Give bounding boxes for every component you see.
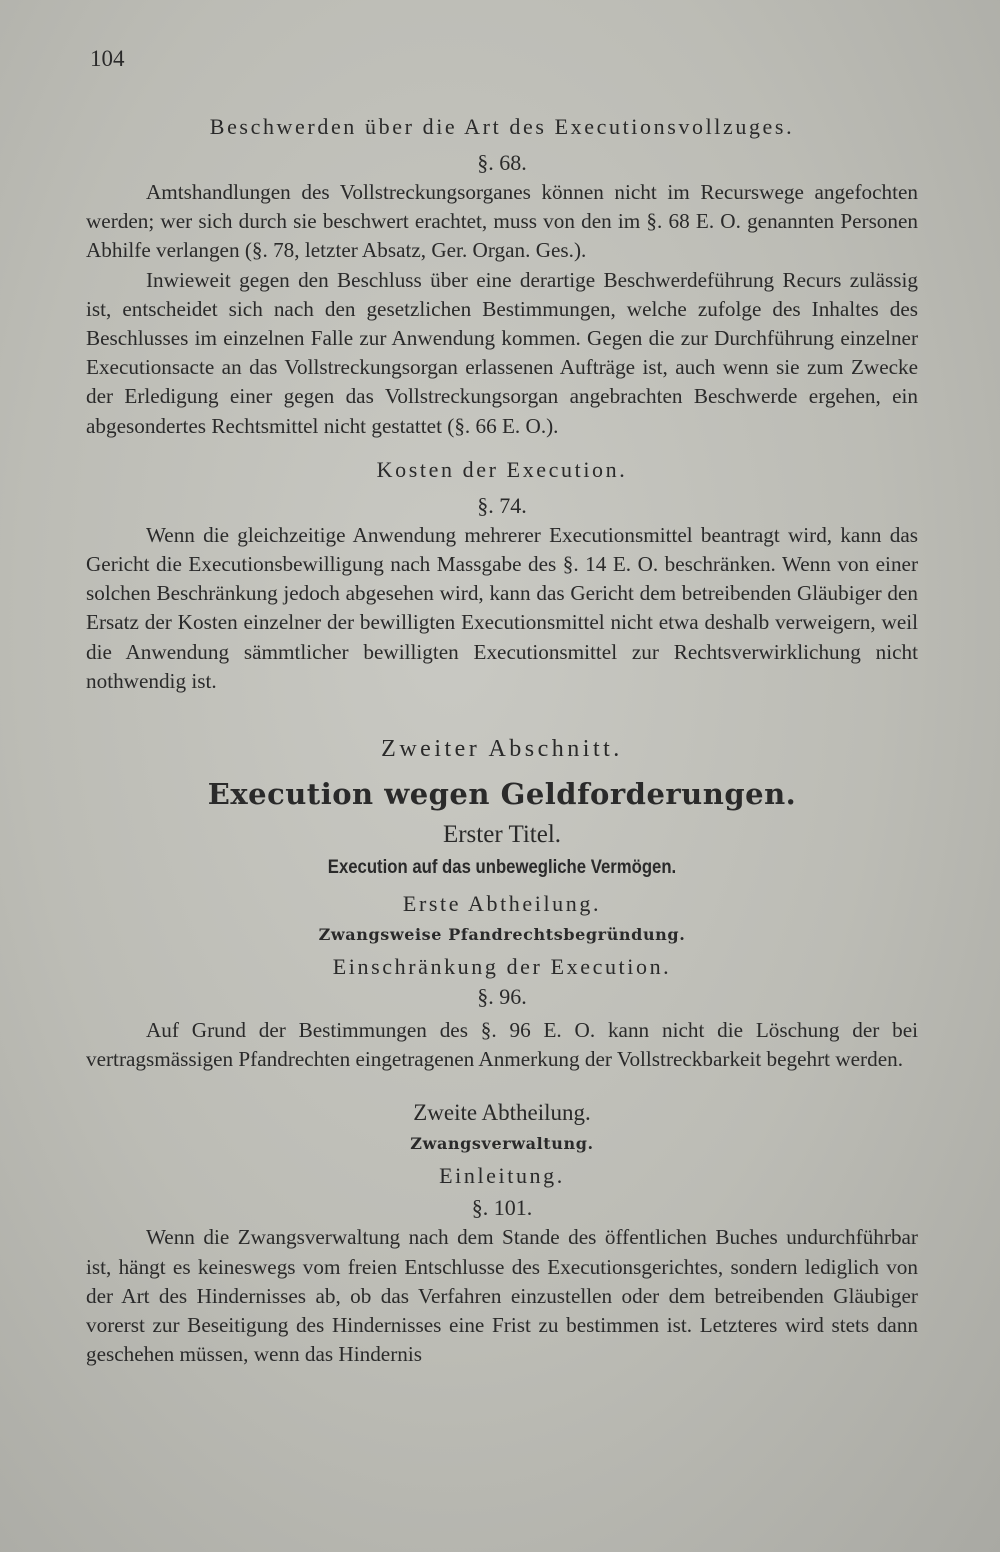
body-paragraph: Inwieweit gegen den Beschluss über eine derartige Beschwerdeführung Recurs zulässig ist, entscheidet sich nach den gesetzlichen Bestimmungen, welche zufolge des Inhaltes des Beschlusses im einzelnen Falle zur Anwendung kommen. Gegen die zur Durchführung einzelner Executionsacte an das Vollstreckungsorgan erlassenen Aufträge ist, auch wenn sie zum Zwecke der Erledigung einer gegen das Vollstreckungsorgan angebrachten Beschwerde ergehen, ein abgesondertes Rechtsmittel nicht gestattet (§. 66 E. O.). <box>86 267 918 438</box>
paragraph-number-74: §. 74. <box>477 492 527 518</box>
titel-subject: Execution auf das unbewegliche Vermögen. <box>327 857 677 879</box>
paragraph-number-101: §. 101. <box>471 1195 533 1221</box>
abtheilung-subject-zwangsverwaltung: Zwangsverwaltung. <box>410 1134 594 1154</box>
paragraph-number-68: §. 68. <box>477 150 527 175</box>
body-paragraph: Wenn die gleichzeitige Anwendung mehrerer Executionsmittel beantragt wird, kann das Gericht die Executionsbewilligung nach Massgabe des §. 14 E. O. beschränken. Wenn von einer solchen Beschränkung jedoch abgesehen wird, kann das Gericht dem betreibenden Gläubiger den Ersatz der Kosten einzelner der bewilligten Executionsmittel nicht etwa deshalb verweigern, weil die Anwendung sämmtlicher bewilligten Executionsmittel zur Rechtsverwirklichung nicht nothwendig ist. <box>86 522 918 693</box>
section-heading-beschwerden: Beschwerden über die Art des Executionsvollzuges. <box>209 114 795 139</box>
titel-heading: Erster Titel. <box>442 821 562 849</box>
section-heading-einschraenkung: Einschränkung der Execution. <box>332 954 672 980</box>
part-title: Execution wegen Geldforderungen. <box>207 777 797 812</box>
paragraph-number-96: §. 96. <box>477 984 527 1010</box>
abtheilung-subject: Zwangsweise Pfandrechtsbegründung. <box>318 925 686 945</box>
body-paragraph: Amtshandlungen des Vollstreckungsorganes können nicht im Recurswege angefochten werden; wer sich durch sie beschwert erachtet, muss von den im §. 68 E. O. genannten Personen Abhilfe verlangen (§. 78, letzter Absatz, Ger. Organ. Ges.). <box>86 180 918 263</box>
body-paragraph: Auf Grund der Bestimmungen des §. 96 E. O. kann nicht die Löschung der bei vertragsmässigen Pfandrechten eingetragenen Anmerkung der Vollstreckbarkeit begehrt werden. <box>86 1018 918 1072</box>
section-heading-einleitung: Einleitung. <box>439 1163 565 1189</box>
page-number: 104 <box>90 46 125 71</box>
abschnitt-heading: Zweiter Abschnitt. <box>381 736 623 763</box>
section-heading-kosten: Kosten der Execution. <box>376 456 628 482</box>
abtheilung-heading: Erste Abtheilung. <box>402 891 602 917</box>
body-paragraph: Wenn die Zwangsverwaltung nach dem Stande des öffentlichen Buches undurchführbar ist, hängt es keineswegs vom freien Entschlusse des Executionsgerichtes, sondern lediglich von der Art des Hindernisses ab, ob das Verfahren einzustellen oder dem betreibenden Gläubiger vorerst zur Beseitigung des Hindernisses eine Frist zu bestimmen ist. Letzteres wird stets dann geschehen müssen, wenn das Hindernis <box>86 1225 918 1367</box>
abtheilung-heading-zweite: Zweite Abtheilung. <box>413 1100 591 1126</box>
